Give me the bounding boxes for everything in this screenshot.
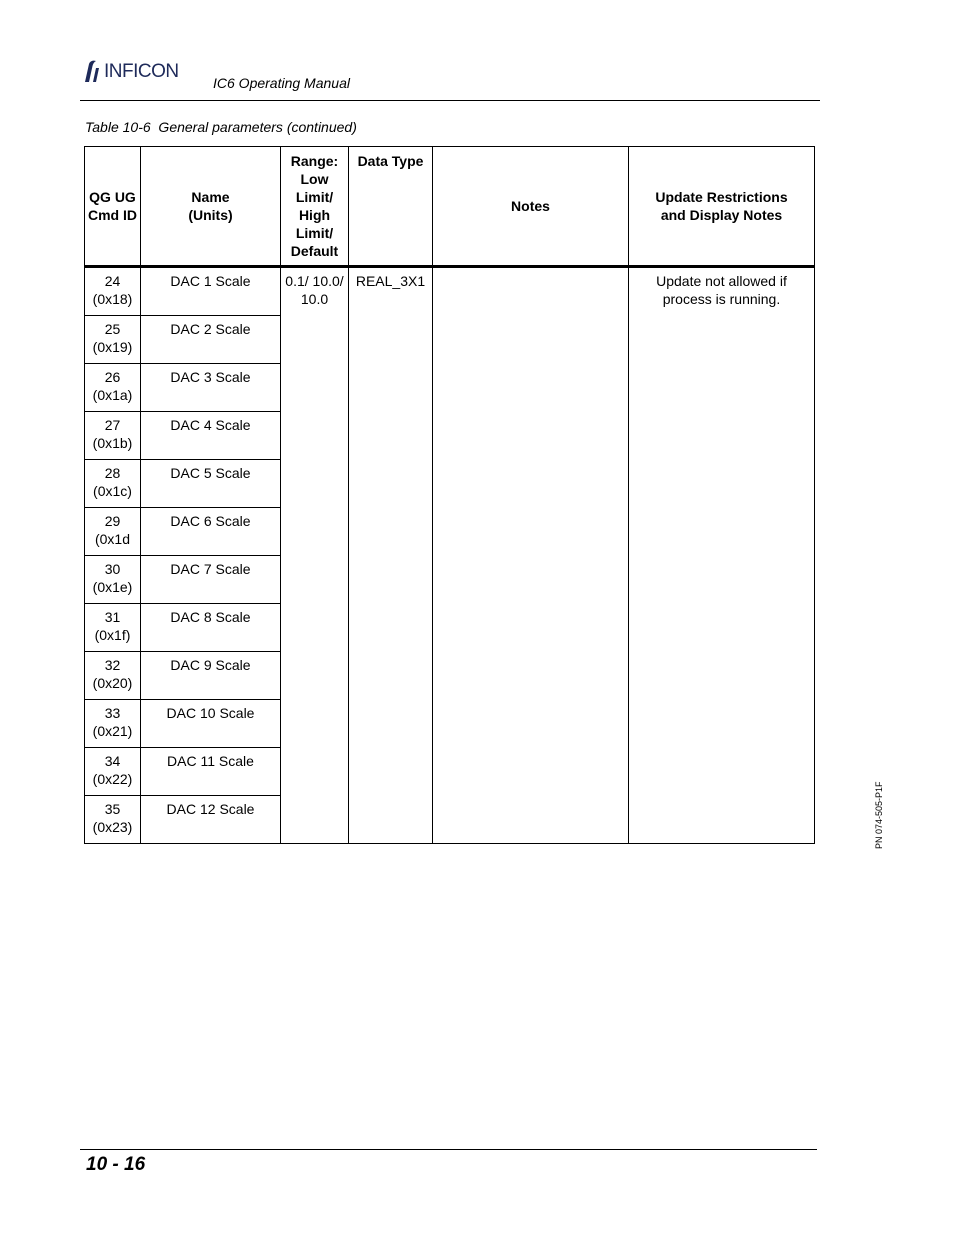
table-caption: Table 10-6 General parameters (continued) (85, 119, 357, 135)
cmd-id-cell: 30 (0x1e) (85, 556, 141, 604)
name-cell: DAC 8 Scale (141, 604, 281, 652)
cmd-id-cell: 31 (0x1f) (85, 604, 141, 652)
footer-divider (80, 1149, 817, 1150)
name-cell: DAC 2 Scale (141, 316, 281, 364)
table-header-row (85, 147, 815, 267)
cmd-id-cell: 34 (0x22) (85, 748, 141, 796)
cmd-id-cell: 24 (0x18) (85, 267, 141, 316)
name-cell: DAC 5 Scale (141, 460, 281, 508)
cmd-id-cell: 29 (0x1d (85, 508, 141, 556)
column-header-notes: Notes (433, 147, 629, 267)
inficon-logo-icon (82, 60, 102, 84)
column-header-cmd-id: QG UG Cmd ID (85, 147, 141, 267)
name-cell: DAC 3 Scale (141, 364, 281, 412)
cmd-id-cell: 33 (0x21) (85, 700, 141, 748)
logo-text: INFICON (104, 61, 179, 82)
table-row (85, 267, 815, 316)
cmd-id-cell: 28 (0x1c) (85, 460, 141, 508)
data-type-cell: REAL_3X1 (349, 267, 433, 844)
column-header-name: Name (Units) (141, 147, 281, 267)
cmd-id-cell: 25 (0x19) (85, 316, 141, 364)
update-restrictions-cell: Update not allowed if process is running. (629, 267, 815, 844)
inficon-logo (82, 60, 179, 84)
name-cell: DAC 11 Scale (141, 748, 281, 796)
name-cell: DAC 1 Scale (141, 267, 281, 316)
cmd-id-cell: 26 (0x1a) (85, 364, 141, 412)
page-header (80, 56, 820, 101)
part-number: PN 074-505-P1F (874, 781, 884, 849)
column-header-range: Range: Low Limit/ High Limit/ Default (281, 147, 349, 267)
cmd-id-cell: 27 (0x1b) (85, 412, 141, 460)
name-cell: DAC 12 Scale (141, 796, 281, 844)
manual-title: IC6 Operating Manual (213, 75, 350, 91)
name-cell: DAC 6 Scale (141, 508, 281, 556)
range-cell: 0.1/ 10.0/ 10.0 (281, 267, 349, 844)
page-number: 10 - 16 (86, 1154, 146, 1175)
column-header-data-type: Data Type (349, 147, 433, 267)
name-cell: DAC 4 Scale (141, 412, 281, 460)
name-cell: DAC 10 Scale (141, 700, 281, 748)
cmd-id-cell: 32 (0x20) (85, 652, 141, 700)
general-parameters-table (84, 146, 815, 844)
column-header-update-restrictions: Update Restrictions and Display Notes (629, 147, 815, 267)
notes-cell (433, 267, 629, 844)
name-cell: DAC 7 Scale (141, 556, 281, 604)
name-cell: DAC 9 Scale (141, 652, 281, 700)
cmd-id-cell: 35 (0x23) (85, 796, 141, 844)
